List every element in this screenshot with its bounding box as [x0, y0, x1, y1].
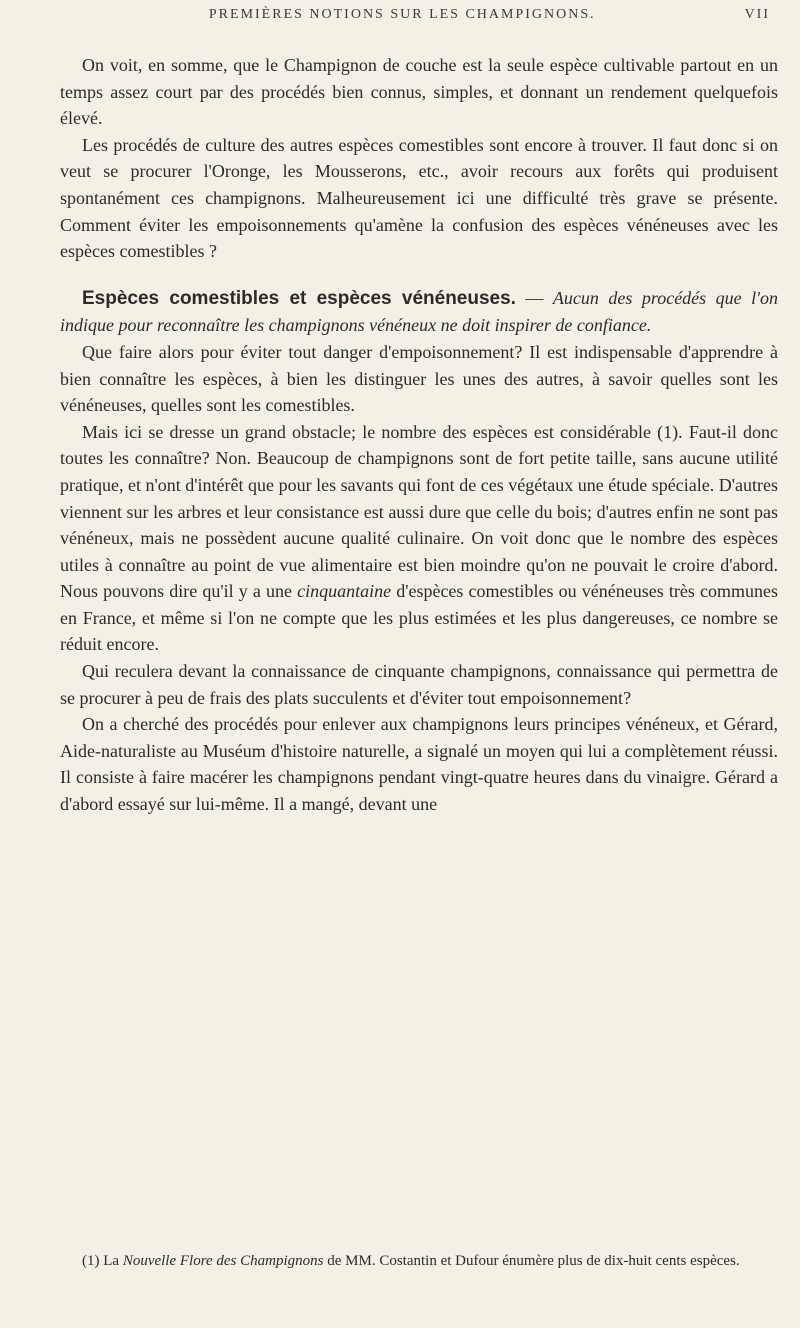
paragraph-2: Les procédés de culture des autres espèces comestibles sont encore à trouver. Il faut donc si on veut se procurer l'Oronge, les Mousserons, etc., avoir recours aux forêts qui produisent spontanément ces champignons. Malheureusement ici une difficulté très grave se présente. Comment éviter les empoisonnements qu'amène la confusion des espèces vénéneuses avec les espèces comestibles ? [60, 134, 778, 262]
section-italic-note: Aucun des procédés que l'on indique pour reconnaître les champignons vénéneux ne doit inspirer de confiance. [60, 287, 778, 336]
footnote-start: (1) La [82, 1253, 123, 1269]
section-paragraph [60, 285, 778, 339]
page-number: VII [744, 7, 770, 22]
paragraph-6: On a cherché des procédés pour enlever aux champignons leurs principes vénéneux, et Gérard, Aide-naturaliste au Muséum d'histoire naturelle, a signalé un moyen qui lui a complètement réussi. Il consiste à faire macérer les champignons pendant vingt-quatre heures dans du vinaigre. Gérard a d'abord essayé sur lui-même. Il a mangé, devant une [60, 714, 778, 815]
paragraph-1: On voit, en somme, que le Champignon de couche est la seule espèce cultivable partout en un temps assez court par des procédés bien connus, simples, et donnant un rendement quelquefois élevé. [60, 55, 778, 129]
running-title: PREMIÈRES NOTIONS SUR LES CHAMPIGNONS. [208, 7, 596, 22]
paragraph-4-italic: cinquantaine [297, 581, 392, 602]
paragraph-3: Que faire alors pour éviter tout danger d'empoisonnement? Il est indispensable d'apprendre à bien connaître les espèces, à bien les distinguer les unes des autres, à savoir quelles sont les vénéneuses, quelles sont les comestibles. [60, 341, 778, 416]
footnote [60, 1252, 778, 1271]
paragraph-4 [60, 419, 778, 658]
running-header [60, 0, 770, 30]
section-heading: Espèces comestibles et espèces vénéneuses. [82, 287, 516, 309]
paragraph-5: Qui reculera devant la connaissance de cinquante champignons, connaissance qui permettra de se procurer à peu de frais des plats succulents et d'éviter tout empoisonnement? [60, 661, 778, 708]
paragraph-4-end: d'espèces comestibles ou vénéneuses très communes en France, et même si l'on ne compte que les plus estimées et les plus dangereuses, ce nombre se réduit encore. [60, 581, 778, 655]
body-text [60, 52, 778, 818]
footnote-italic: Nouvelle Flore des Champignons [122, 1253, 324, 1269]
footnote-end: de MM. Costantin et Dufour énumère plus de dix-huit cents espèces. [323, 1253, 740, 1269]
paragraph-4-start: Mais ici se dresse un grand obstacle; le nombre des espèces est considérable (1). Faut-il donc toutes les connaître? Non. Beaucoup de champignons sont de fort petite taille, sans aucune utilité pratique, et n'ont d'intérêt que pour les savants qui font de ces végétaux une étude spéciale. D'autres viennent sur les arbres et leur consistance est aussi dure que celle du bois; d'autres enfin ne sont pas vénéneux, mais ne possèdent aucune qualité culinaire. On voit donc que le nombre des espèces utiles à connaître au point de vue alimentaire est bien moindre qu'on ne pouvait le croire d'abord. Nous pouvons dire qu'il y a une [60, 421, 778, 602]
section-dash: — [515, 287, 553, 308]
